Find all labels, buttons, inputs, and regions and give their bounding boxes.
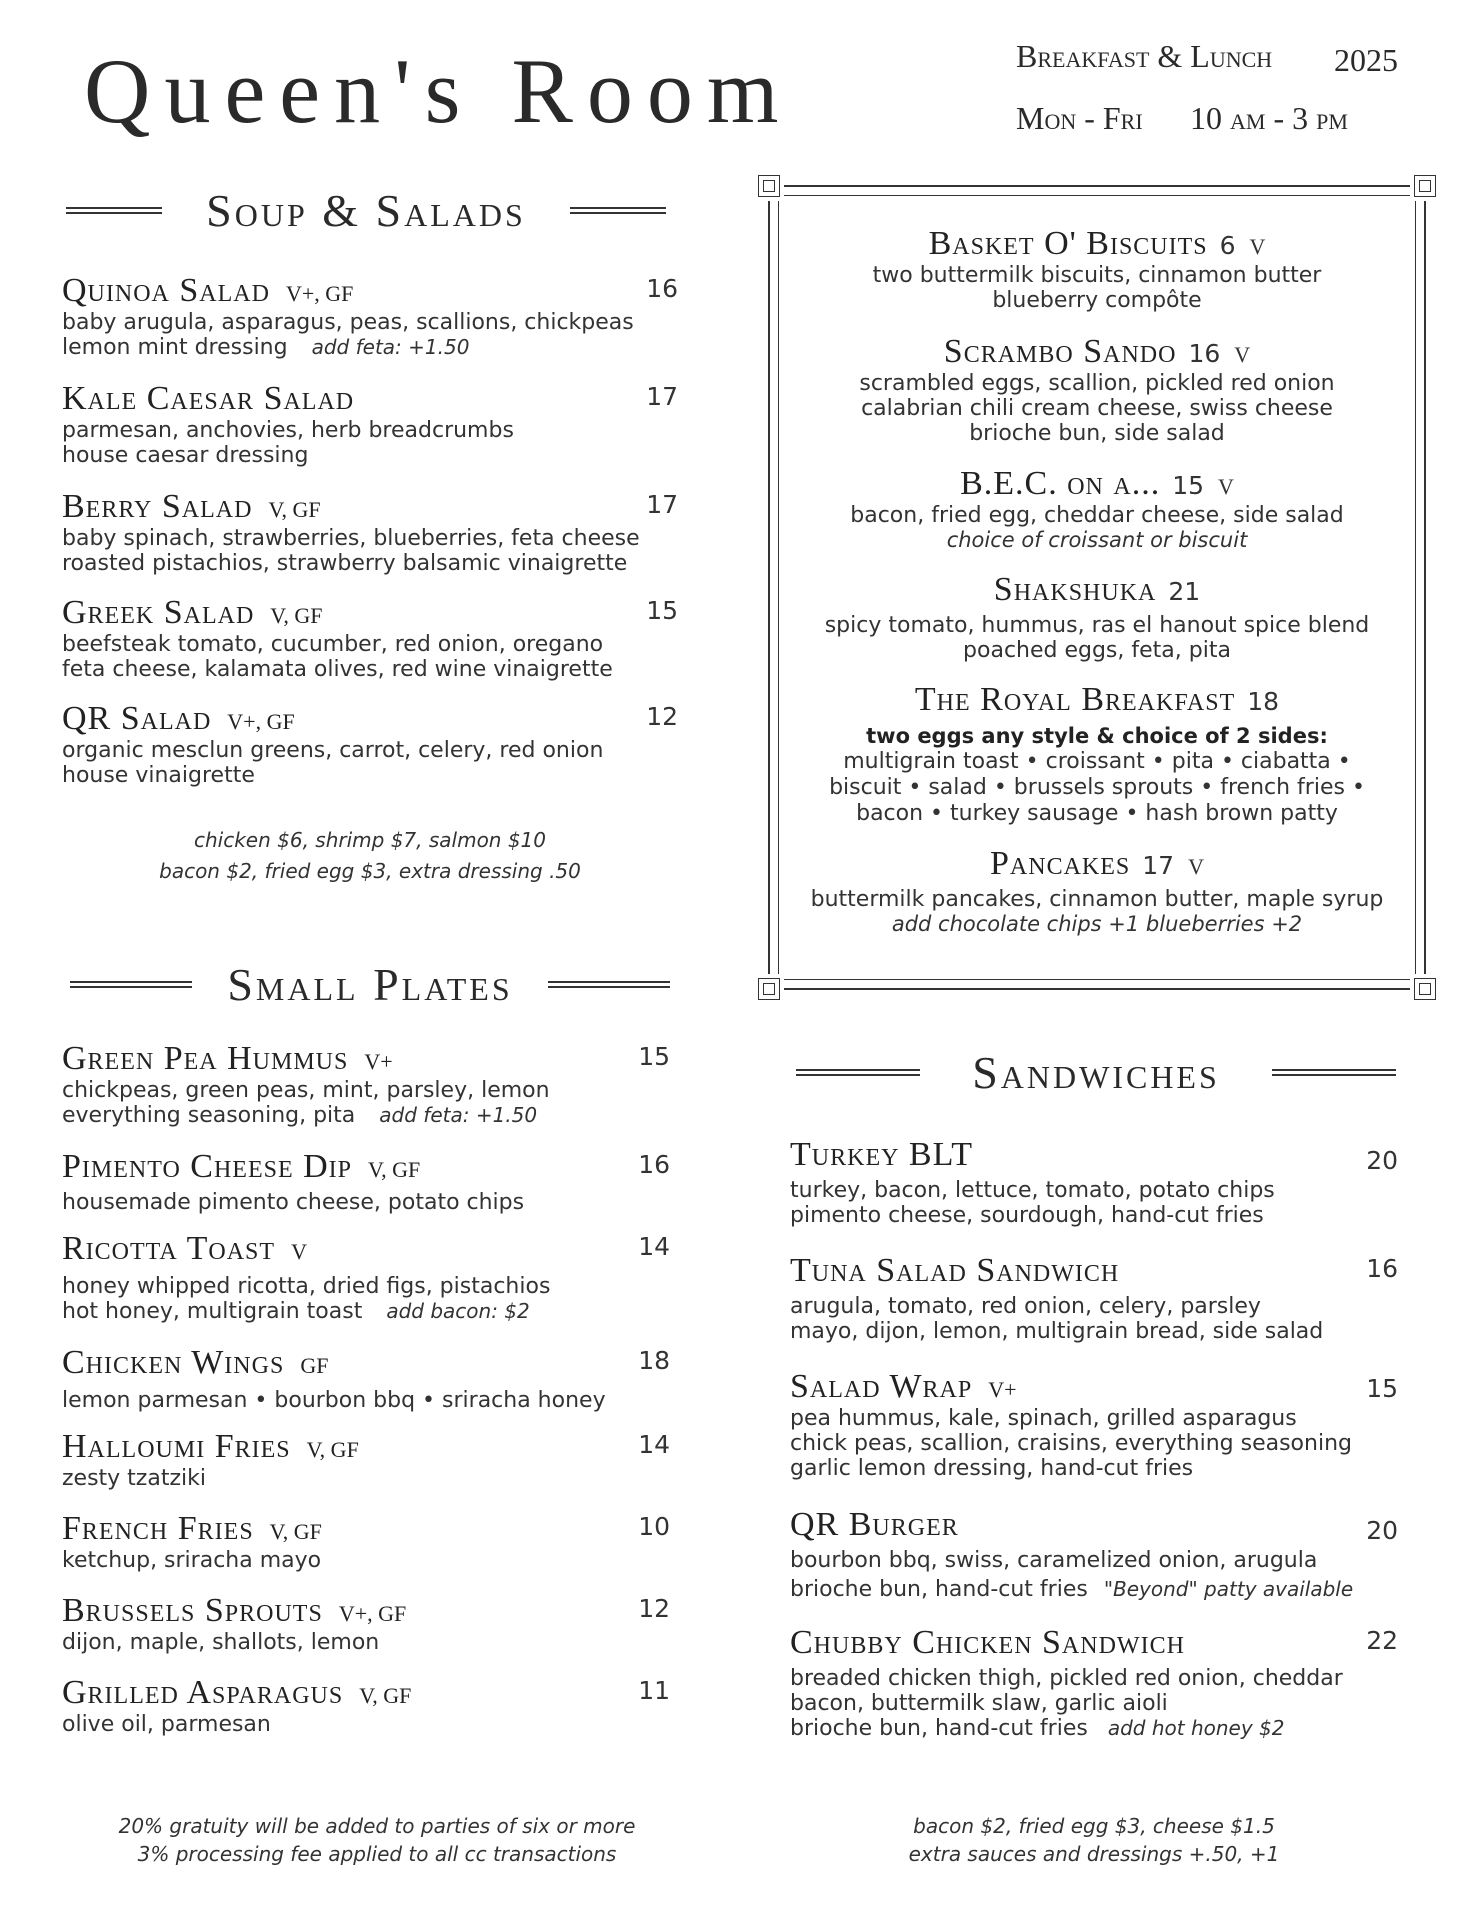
menu-item	[770, 845, 1424, 937]
item-choice-note: choice of croissant or biscuit	[946, 528, 1248, 552]
item-addon-note: add hot honey $2	[1107, 1716, 1285, 1740]
item-tags: V	[1218, 474, 1234, 499]
menu-item	[62, 700, 678, 788]
item-name: Basket O' Biscuits	[928, 225, 1208, 262]
menu-item	[62, 1592, 670, 1655]
addon-line: extra sauces and dressings +.50, +1	[908, 1842, 1280, 1866]
item-name: Green Pea Hummus	[62, 1040, 349, 1077]
section-title: Sandwiches	[972, 1047, 1220, 1098]
sandwich-addons	[790, 1812, 1398, 1868]
restaurant-title: Queen's Room	[84, 40, 793, 142]
item-description: everything seasoning, pita add feta: +1.50	[62, 1103, 538, 1128]
menu-item	[790, 1506, 1398, 1602]
item-name: Kale Caesar Salad	[62, 380, 355, 417]
item-description: beefsteak tomato, cucumber, red onion, oregano	[62, 632, 604, 657]
item-price: 18	[638, 1346, 670, 1375]
menu-item	[770, 465, 1424, 553]
item-description: garlic lemon dressing, hand-cut fries	[790, 1456, 1194, 1481]
addon-line: bacon $2, fried egg $3, cheese $1.5	[913, 1814, 1275, 1838]
item-description: chickpeas, green peas, mint, parsley, lemon	[62, 1078, 550, 1103]
item-price: 20	[1366, 1516, 1398, 1545]
item-description: honey whipped ricotta, dried figs, pistachios	[62, 1274, 551, 1299]
item-description: baby arugula, asparagus, peas, scallions, chickpeas	[62, 310, 634, 335]
item-description: housemade pimento cheese, potato chips	[62, 1190, 525, 1215]
item-description: two buttermilk biscuits, cinnamon butter	[872, 263, 1322, 288]
item-price: 16	[638, 1150, 670, 1179]
service-hours: 10 am - 3 pm	[1190, 100, 1348, 136]
item-price: 17	[1142, 851, 1175, 880]
item-price: 16	[1188, 339, 1221, 368]
item-price: 15	[1366, 1374, 1398, 1403]
item-description: pea hummus, kale, spinach, grilled asparagus	[790, 1406, 1297, 1431]
item-addon-note: add feta: +1.50	[379, 1103, 538, 1127]
item-description: calabrian chili cream cheese, swiss cheese	[861, 396, 1333, 421]
item-name: QR Burger	[790, 1506, 959, 1543]
item-tags: V	[291, 1239, 307, 1264]
item-price: 15	[638, 1042, 670, 1071]
item-price: 16	[646, 274, 678, 303]
item-price: 15	[646, 596, 678, 625]
item-description: dijon, maple, shallots, lemon	[62, 1630, 380, 1655]
item-name: Salad Wrap	[790, 1368, 973, 1405]
item-price: 10	[638, 1512, 670, 1541]
item-addon-note: add chocolate chips +1 blueberries +2	[891, 912, 1303, 936]
item-price: 18	[1247, 687, 1280, 716]
item-name: Scrambo Sando	[943, 333, 1177, 370]
item-name: Tuna Salad Sandwich	[790, 1252, 1120, 1289]
item-tags: V+	[988, 1377, 1017, 1402]
item-tags: V, GF	[306, 1437, 359, 1462]
menu-item	[790, 1624, 1398, 1741]
box-corner-ornament	[754, 171, 784, 201]
menu-item	[62, 380, 678, 468]
item-price: 14	[638, 1430, 670, 1459]
item-description: house vinaigrette	[62, 763, 255, 788]
item-name: Ricotta Toast	[62, 1230, 276, 1267]
item-tags: V+	[364, 1049, 393, 1074]
item-addon-note: add feta: +1.50	[311, 335, 470, 359]
heading-rule	[70, 981, 192, 988]
item-addon-note: "Beyond" patty available	[1103, 1577, 1354, 1601]
item-description: organic mesclun greens, carrot, celery, red onion	[62, 738, 604, 763]
menu-item	[62, 1230, 670, 1324]
item-description: brioche bun, hand-cut fries "Beyond" patty available	[790, 1577, 1354, 1602]
item-description: ketchup, sriracha mayo	[62, 1548, 322, 1573]
item-price: 12	[638, 1594, 670, 1623]
menu-item	[62, 272, 678, 360]
item-name: Greek Salad	[62, 594, 255, 631]
item-name: Chubby Chicken Sandwich	[790, 1624, 1185, 1661]
item-highlight: two eggs any style & choice of 2 sides:	[866, 724, 1328, 748]
item-tags: V, GF	[359, 1683, 412, 1708]
item-description: lemon mint dressing add feta: +1.50	[62, 335, 470, 360]
item-description: bourbon bbq, swiss, caramelized onion, arugula	[790, 1548, 1318, 1573]
menu-item	[62, 594, 678, 682]
item-tags: GF	[300, 1353, 329, 1378]
item-name: Pancakes	[990, 845, 1131, 882]
item-price: 14	[638, 1232, 670, 1261]
item-description: feta cheese, kalamata olives, red wine vinaigrette	[62, 657, 613, 682]
menu-year: 2025	[1334, 42, 1398, 78]
menu-item	[790, 1252, 1398, 1344]
item-price: 22	[1366, 1626, 1398, 1655]
sandwiches-heading	[796, 1046, 1396, 1099]
item-tags: V	[1249, 234, 1266, 259]
item-tags: V, GF	[368, 1157, 421, 1182]
item-name: Grilled Asparagus	[62, 1674, 344, 1711]
item-description: bacon • turkey sausage • hash brown patty	[856, 801, 1338, 826]
item-description: spicy tomato, hummus, ras el hanout spice blend	[824, 613, 1370, 638]
item-description: bacon, buttermilk slaw, garlic aioli	[790, 1691, 1168, 1716]
menu-item	[790, 1136, 1398, 1228]
item-description: breaded chicken thigh, pickled red onion, cheddar	[790, 1666, 1343, 1691]
item-name: Turkey BLT	[790, 1136, 974, 1173]
addon-line: chicken $6, shrimp $7, salmon $10	[193, 828, 547, 852]
policy-footnote	[62, 1812, 692, 1868]
section-title: Small Plates	[227, 959, 513, 1010]
item-description: lemon parmesan • bourbon bbq • sriracha honey	[62, 1388, 606, 1413]
item-description: multigrain toast • croissant • pita • ciabatta •	[843, 749, 1351, 774]
item-name: QR Salad	[62, 700, 212, 737]
menu-item	[790, 1368, 1398, 1481]
item-price: 21	[1168, 577, 1201, 606]
item-name: Pimento Cheese Dip	[62, 1148, 353, 1185]
menu-item	[62, 1428, 670, 1491]
item-tags: V+, GF	[338, 1601, 407, 1626]
menu-item	[62, 1344, 670, 1413]
menu-item	[62, 488, 678, 576]
heading-rule	[1272, 1069, 1396, 1076]
meal-service: Breakfast & Lunch	[1016, 38, 1273, 74]
item-tags: V, GF	[268, 497, 321, 522]
item-tags: V, GF	[269, 1519, 322, 1544]
box-corner-ornament	[1410, 974, 1440, 1004]
item-addon-note: add bacon: $2	[386, 1299, 530, 1323]
item-description: mayo, dijon, lemon, multigrain bread, side salad	[790, 1319, 1324, 1344]
item-price: 20	[1366, 1146, 1398, 1175]
item-price: 16	[1366, 1254, 1398, 1283]
box-corner-ornament	[754, 974, 784, 1004]
section-title: Soup & Salads	[206, 185, 526, 236]
breakfast-box	[768, 185, 1426, 990]
salad-addons	[62, 825, 678, 887]
addon-line: bacon $2, fried egg $3, extra dressing .50	[159, 859, 581, 883]
item-tags: V+, GF	[227, 709, 295, 734]
item-description: turkey, bacon, lettuce, tomato, potato chips	[790, 1178, 1275, 1203]
menu-item	[770, 333, 1424, 446]
item-description: blueberry compôte	[992, 288, 1202, 313]
menu-item	[770, 681, 1424, 827]
menu-item	[62, 1040, 670, 1128]
item-description: roasted pistachios, strawberry balsamic vinaigrette	[62, 551, 628, 576]
item-description: scrambled eggs, scallion, pickled red onion	[859, 371, 1335, 396]
item-name: B.E.C. on a...	[960, 465, 1161, 502]
item-description: poached eggs, feta, pita	[963, 638, 1231, 663]
item-price: 11	[638, 1676, 670, 1705]
item-name: Quinoa Salad	[62, 272, 270, 309]
heading-rule	[66, 207, 162, 214]
item-description: house caesar dressing	[62, 443, 309, 468]
item-price: 17	[646, 382, 678, 411]
processing-fee-note: 3% processing fee applied to all cc transactions	[137, 1842, 617, 1866]
item-description: zesty tzatziki	[62, 1466, 206, 1491]
item-name: Chicken Wings	[62, 1344, 285, 1381]
item-description: brioche bun, side salad	[969, 421, 1225, 446]
item-description: arugula, tomato, red onion, celery, parsley	[790, 1294, 1261, 1319]
item-tags: V, GF	[270, 603, 323, 628]
menu-item	[770, 225, 1424, 313]
item-price: 17	[646, 490, 678, 519]
menu-item	[770, 571, 1424, 663]
service-days: Mon - Fri	[1016, 100, 1143, 136]
menu-item	[62, 1674, 670, 1737]
menu-item	[62, 1148, 670, 1215]
item-description: buttermilk pancakes, cinnamon butter, maple syrup	[810, 887, 1384, 912]
item-description: hot honey, multigrain toast add bacon: $2	[62, 1299, 530, 1324]
item-tags: V	[1188, 854, 1204, 879]
item-description: olive oil, parmesan	[62, 1712, 271, 1737]
item-description: biscuit • salad • brussels sprouts • french fries •	[829, 775, 1365, 800]
item-description: brioche bun, hand-cut fries add hot honey $2	[790, 1716, 1285, 1741]
item-description: pimento cheese, sourdough, hand-cut fries	[790, 1203, 1264, 1228]
menu-item	[62, 1510, 670, 1573]
small-plates-heading	[70, 958, 670, 1011]
item-description: parmesan, anchovies, herb breadcrumbs	[62, 418, 514, 443]
item-description: baby spinach, strawberries, blueberries, feta cheese	[62, 526, 640, 551]
item-name: Brussels Sprouts	[62, 1592, 323, 1629]
item-description: bacon, fried egg, cheddar cheese, side salad	[850, 503, 1344, 528]
item-price: 6	[1219, 231, 1236, 260]
item-name: Shakshuka	[993, 571, 1157, 608]
heading-rule	[796, 1069, 920, 1076]
heading-rule	[548, 981, 670, 988]
item-name: Berry Salad	[62, 488, 253, 525]
item-tags: V	[1234, 342, 1251, 367]
item-price: 15	[1172, 471, 1205, 500]
item-price: 12	[646, 702, 678, 731]
item-name: Halloumi Fries	[62, 1428, 291, 1465]
gratuity-note: 20% gratuity will be added to parties of six or more	[118, 1814, 636, 1838]
item-name: The Royal Breakfast	[914, 681, 1236, 718]
item-tags: V+, GF	[285, 281, 354, 306]
item-description: chick peas, scallion, craisins, everything seasoning	[790, 1431, 1352, 1456]
item-name: French Fries	[62, 1510, 254, 1547]
heading-rule	[570, 207, 666, 214]
box-corner-ornament	[1410, 171, 1440, 201]
soup-salads-heading	[66, 184, 666, 237]
